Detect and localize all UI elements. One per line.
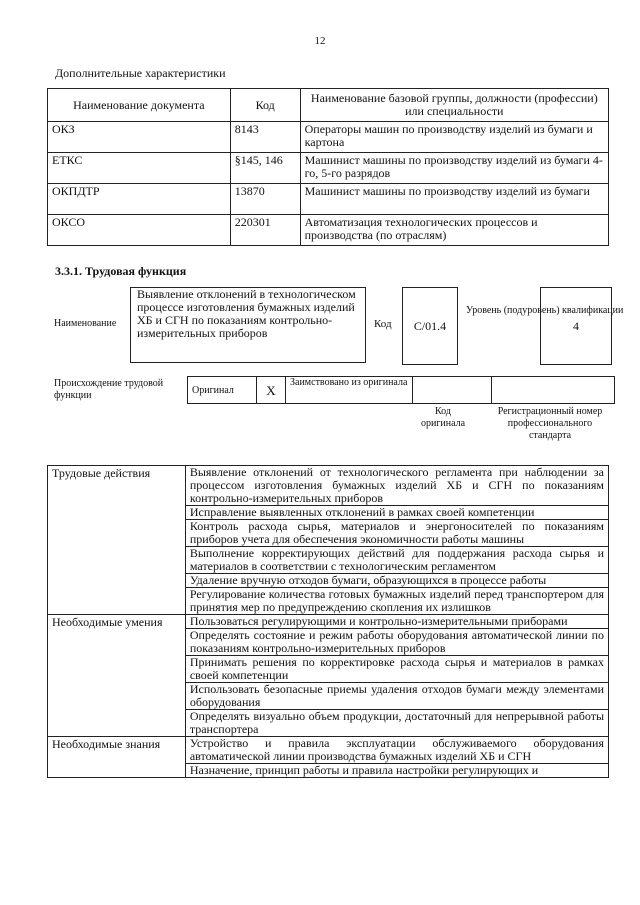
original-code-cell — [413, 377, 492, 404]
list-item: Выполнение корректирующих действий для поддержания расхода сырья и материалов в соответствии с технологическим регламентом — [185, 547, 608, 574]
list-item: Выявление отклонений от технологического регламента при наблюдении за процессом изготовления бумажных изделий ХБ и СГН по показаниям контрольно-измерительных приборов — [185, 466, 608, 506]
list-item: Регулирование количества готовых бумажных изделий перед транспортером для принятия мер по предупреждению скопления их излишков — [185, 588, 608, 615]
table-row — [48, 466, 609, 506]
section-heading: 3.3.1. Трудовая функция — [55, 264, 187, 278]
code-cell: 13870 — [230, 184, 300, 215]
code-cell: 8143 — [230, 122, 300, 153]
list-item: Определять состояние и режим работы оборудования автоматической линии по показаниям контрольно-измерительных приборов — [185, 629, 608, 656]
labor-actions-title: Трудовые действия — [48, 466, 186, 615]
skills-title: Необходимые умения — [48, 615, 186, 737]
table-row — [48, 615, 609, 629]
list-item: Принимать решения по корректировке расхода сырья и материалов в рамках своей компетенции — [185, 656, 608, 683]
function-details-table — [47, 465, 609, 778]
doc-cell: ОКПДТР — [48, 184, 231, 215]
list-item: Исправление выявленных отклонений в рамках своей компетенции — [185, 506, 608, 520]
origin-table — [187, 376, 615, 404]
list-item: Устройство и правила эксплуатации обслуживаемого оборудования автоматической линии производства бумажных изделий ХБ и СГН — [185, 737, 608, 764]
doc-cell: ЕТКС — [48, 153, 231, 184]
doc-cell: ОКЗ — [48, 122, 231, 153]
list-item: Назначение, принцип работы и правила настройки регулирующих и — [185, 764, 608, 778]
header-code: Код — [230, 89, 300, 122]
list-item: Определять визуально объем продукции, достаточный для непрерывной работы транспортера — [185, 710, 608, 737]
name-cell: Машинист машины по производству изделий из бумаги 4-го, 5-го разрядов — [300, 153, 608, 184]
list-item: Удаление вручную отходов бумаги, образующихся в процессе работы — [185, 574, 608, 588]
table-row — [48, 122, 609, 153]
doc-cell: ОКСО — [48, 215, 231, 246]
page-number: 12 — [314, 35, 326, 47]
original-mark: X — [257, 377, 286, 404]
additional-characteristics-table — [47, 88, 609, 246]
table-row — [48, 737, 609, 764]
borrowed-label: Заимствовано из оригинала — [286, 377, 413, 404]
registration-number-label: Регистрационный номер профессионального стандарта — [497, 406, 603, 441]
list-item: Контроль расхода сырья, материалов и энергоносителей по показаниям приборов учета для обеспечения экономичности работы машины — [185, 520, 608, 547]
table-header-row — [48, 89, 609, 122]
registration-number-cell — [492, 377, 615, 404]
additional-characteristics-title: Дополнительные характеристики — [55, 66, 226, 80]
name-cell: Машинист машины по производству изделий из бумаги — [300, 184, 608, 215]
function-name-value: Выявление отклонений в технологическом процессе изготовления бумажных изделий ХБ и СГН по показаниям контрольно-измерительных приборов — [130, 287, 366, 363]
header-group-name: Наименование базовой группы, должности (профессии) или специальности — [300, 89, 608, 122]
list-item: Использовать безопасные приемы удаления отходов бумаги между элементами оборудования — [185, 683, 608, 710]
table-row — [48, 153, 609, 184]
function-name-label: Наименование — [54, 318, 117, 329]
knowledge-title: Необходимые знания — [48, 737, 186, 778]
origin-label: Происхождение трудовой функции — [54, 378, 164, 401]
function-code-value: C/01.4 — [402, 287, 458, 365]
table-row — [48, 215, 609, 246]
original-label: Оригинал — [188, 377, 257, 404]
function-code-label: Код — [374, 318, 392, 330]
name-cell: Операторы машин по производству изделий из бумаги и картона — [300, 122, 608, 153]
table-row — [48, 184, 609, 215]
header-document: Наименование документа — [48, 89, 231, 122]
code-cell: §145, 146 — [230, 153, 300, 184]
code-cell: 220301 — [230, 215, 300, 246]
qualification-level-label: Уровень (подуровень) квалификации — [466, 305, 624, 316]
name-cell: Автоматизация технологических процессов и производства (по отраслям) — [300, 215, 608, 246]
qualification-level-value: 4 — [540, 287, 612, 365]
original-code-label: Код оригинала — [420, 406, 466, 429]
list-item: Пользоваться регулирующими и контрольно-измерительными приборами — [185, 615, 608, 629]
